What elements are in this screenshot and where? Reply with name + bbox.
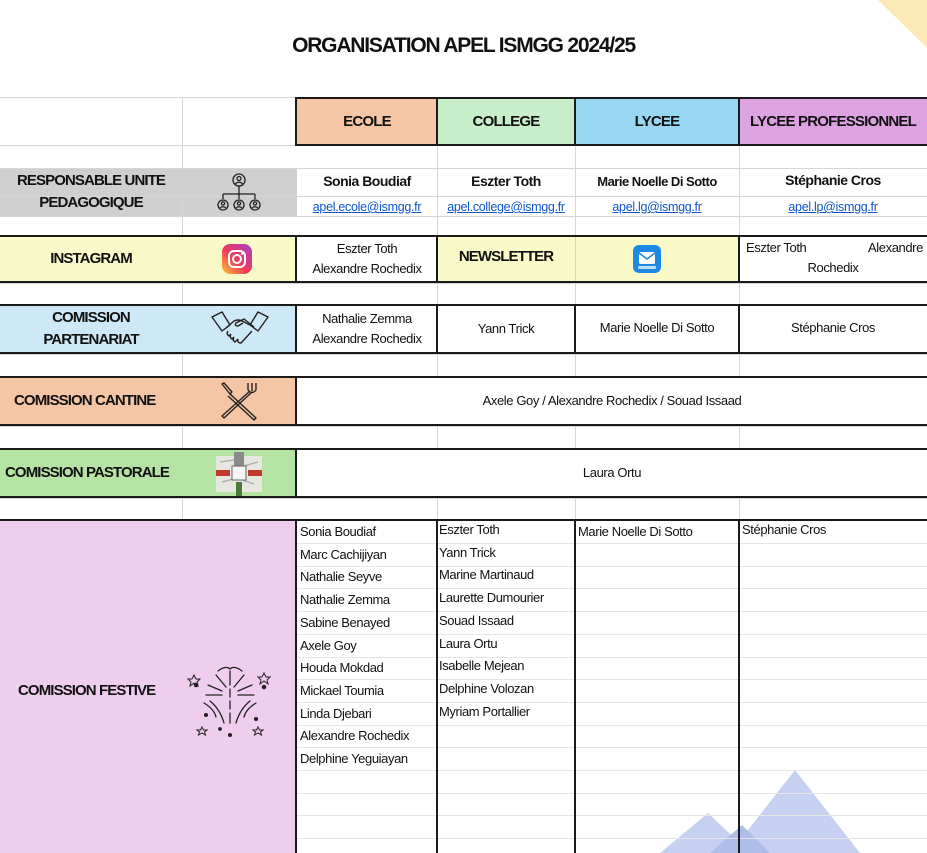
responsable-label-line2: PEDAGOGIQUE: [39, 194, 143, 211]
page-title: ORGANISATION APEL ISMGG 2024/25: [292, 34, 635, 57]
festive-member: Nathalie Seyve: [300, 569, 382, 584]
festive-member: Stéphanie Cros: [742, 522, 827, 537]
newsletter-icon: [632, 244, 662, 274]
header-lycee-pro: LYCEE PROFESSIONNEL: [750, 113, 916, 130]
festive-member: Axele Goy: [300, 638, 357, 653]
pastorale-label: COMISSION PASTORALE: [5, 464, 170, 481]
festive-member: Souad Issaad: [439, 613, 514, 628]
header-ecole: ECOLE: [343, 113, 391, 130]
festive-member: Marc Cachijiyan: [300, 547, 387, 562]
responsable-ecole-email[interactable]: apel.ecole@ismgg.fr: [312, 200, 422, 214]
fork-knife-icon: [218, 380, 260, 422]
org-chart-icon: [214, 172, 264, 214]
festive-member: Marine Martinaud: [439, 567, 534, 582]
header-lycee: LYCEE: [634, 113, 680, 130]
partenariat-label-line1: COMISSION: [52, 309, 130, 326]
festive-member: Marie Noelle Di Sotto: [578, 524, 693, 539]
festive-member: Laura Ortu: [439, 636, 498, 651]
triangle-decoration: [660, 765, 927, 853]
festive-member: Eszter Toth: [439, 522, 500, 537]
cantine-label: COMISSION CANTINE: [14, 392, 156, 409]
responsable-college-name: Eszter Toth: [471, 173, 541, 189]
instagram-icon: [221, 243, 253, 275]
festive-member: Laurette Dumourier: [439, 590, 544, 605]
pastorale-members: Laura Ortu: [582, 465, 642, 480]
cantine-members: Axele Goy / Alexandre Rochedix / Souad Issaad: [482, 393, 742, 408]
festive-member: Yann Trick: [439, 545, 496, 560]
instagram-ecole-members: [297, 237, 437, 281]
responsable-lycee-email[interactable]: apel.lg@ismgg.fr: [612, 200, 702, 214]
responsable-lycee-pro-email[interactable]: apel.lp@ismgg.fr: [788, 200, 878, 214]
instagram-ecole-line2: Alexandre Rochedix: [312, 261, 422, 276]
partenariat-lycee: Marie Noelle Di Sotto: [599, 320, 715, 335]
festive-member: Nathalie Zemma: [300, 592, 390, 607]
responsable-label-line1: RESPONSABLE UNITE: [16, 172, 166, 189]
festive-member: Myriam Portallier: [439, 704, 530, 719]
partenariat-label: [0, 306, 182, 352]
responsable-label: [0, 168, 182, 216]
festive-member: Houda Mokdad: [300, 660, 384, 675]
festive-member: Sabine Benayed: [300, 615, 390, 630]
responsable-college-email[interactable]: apel.college@ismgg.fr: [447, 200, 565, 214]
festive-member: Delphine Volozan: [439, 681, 534, 696]
instagram-lp-name2-part1: Alexandre: [868, 240, 923, 255]
header-college: COLLEGE: [472, 113, 540, 130]
festive-member: Sonia Boudiaf: [300, 524, 376, 539]
newsletter-label: NEWSLETTER: [458, 248, 554, 265]
instagram-lp-name1: Eszter Toth: [746, 240, 807, 255]
festive-label: COMISSION FESTIVE: [18, 682, 156, 699]
festive-member: Mickael Toumia: [300, 683, 384, 698]
partenariat-college: Yann Trick: [477, 321, 535, 336]
festive-member: Isabelle Mejean: [439, 658, 525, 673]
partenariat-ecole-line2: Alexandre Rochedix: [312, 331, 422, 346]
instagram-label: INSTAGRAM: [50, 250, 132, 267]
handshake-icon: [210, 309, 270, 347]
responsable-lycee-name: Marie Noelle Di Sotto: [597, 173, 717, 189]
instagram-lp-name2-part2: Rochedix: [807, 260, 859, 275]
map-icon: [214, 452, 264, 496]
fireworks-icon: [186, 665, 276, 741]
partenariat-ecole-line1: Nathalie Zemma: [322, 311, 412, 326]
partenariat-ecole-members: [297, 306, 437, 352]
festive-member: Alexandre Rochedix: [300, 728, 410, 743]
festive-member: Linda Djebari: [300, 706, 372, 721]
instagram-ecole-line1: Eszter Toth: [336, 241, 398, 256]
partenariat-lycee-pro: Stéphanie Cros: [790, 320, 875, 335]
responsable-lycee-pro-name: Stéphanie Cros: [785, 172, 881, 188]
responsable-ecole-name: Sonia Boudiaf: [323, 173, 411, 189]
partenariat-label-line2: PARTENARIAT: [43, 331, 139, 348]
festive-member: Delphine Yeguiayan: [300, 751, 408, 766]
